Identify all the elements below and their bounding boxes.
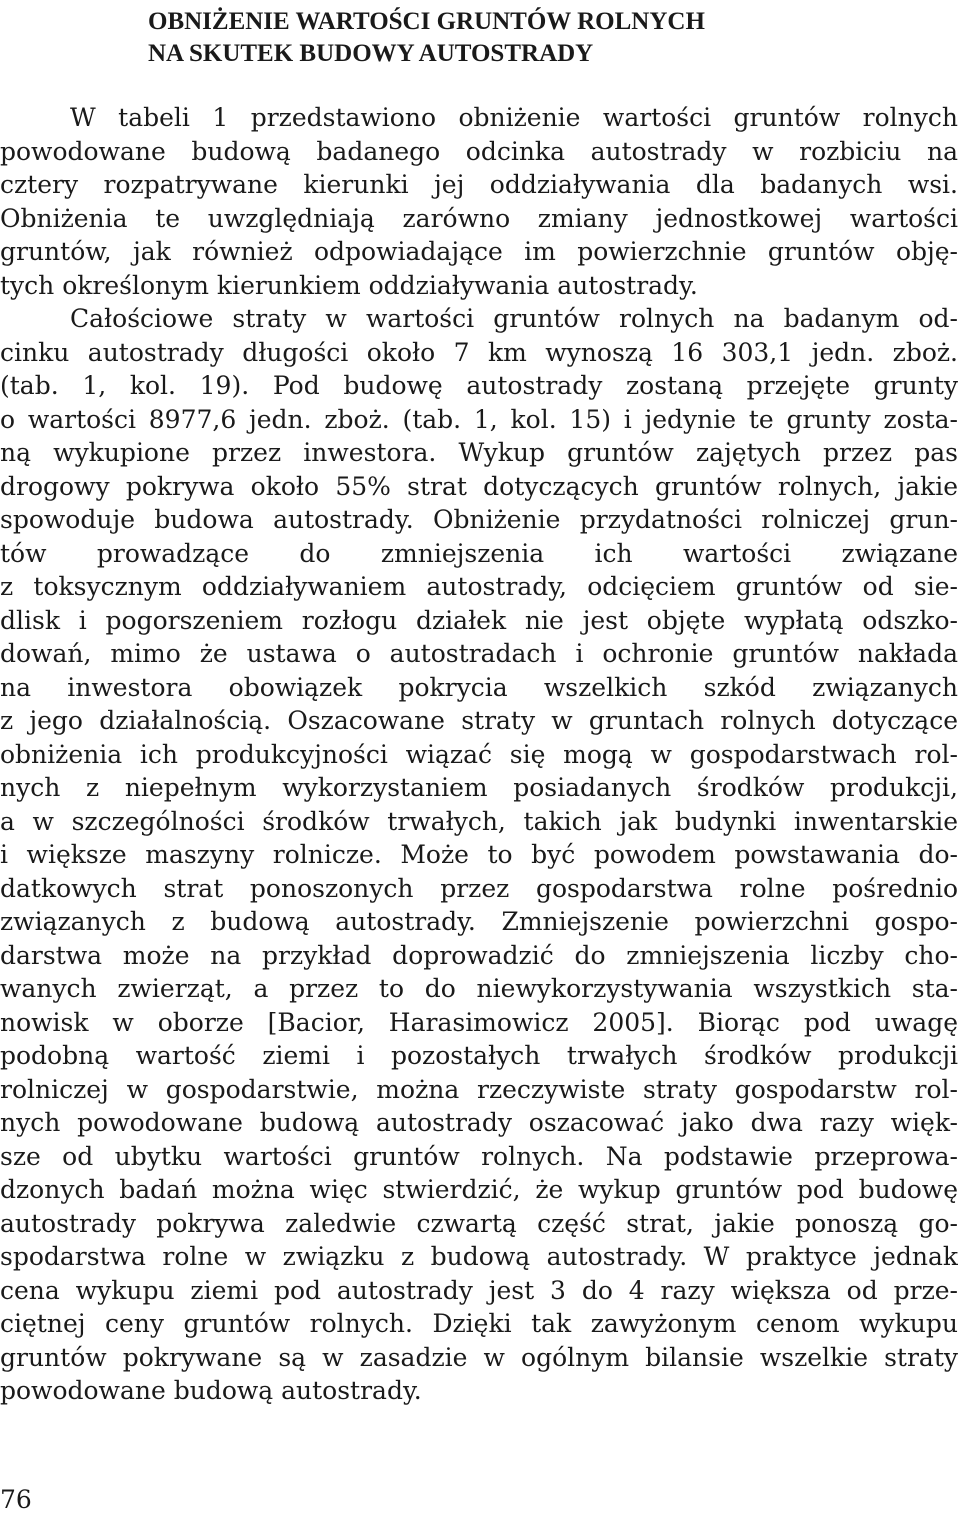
page-title: [148, 6, 848, 70]
text-line: dlisk i pogorszeniem rozłogu działek nie jest objęte wypłatą odszko-: [0, 605, 958, 635]
text-line: obniżenia ich produkcyjności wiązać się mogą w gospodarstwach rol-: [0, 739, 958, 769]
text-line: rolniczej w gospodarstwie, można rzeczywiste straty gospodarstw rol-: [0, 1074, 958, 1104]
text-line: powodowane budową autostrady.: [0, 1376, 422, 1405]
text-line: Obniżenia te uwzględniają zarówno zmiany jednostkowej wartości: [0, 203, 958, 233]
paragraph: [0, 101, 958, 302]
text-line: cinku autostrady długości około 7 km wynoszą 16 303,1 jedn. zboż.: [0, 337, 958, 367]
text-line: dzonych badań można więc stwierdzić, że wykup gruntów pod budowę: [0, 1175, 958, 1204]
text-line: tych określonym kierunkiem oddziaływania autostrady.: [0, 270, 698, 300]
text-line: a w szczególności środków trwałych, takich jak budynki inwentarskie: [0, 806, 958, 836]
text-line: o wartości 8977,6 jedn. zboż. (tab. 1, kol. 15) i jedynie te grunty zosta-: [0, 404, 958, 434]
text-line: i większe maszyny rolnicze. Może to być powodem powstawania do-: [0, 840, 958, 869]
text-line: autostrady pokrywa zaledwie czwartą część strat, jakie ponoszą go-: [0, 1208, 958, 1238]
text-line: nych powodowane budową autostrady oszacować jako dwa razy więk-: [0, 1108, 958, 1137]
text-line: wanych zwierząt, a przez to do niewykorzystywania wszystkich sta-: [0, 974, 958, 1003]
text-line: cena wykupu ziemi pod autostrady jest 3 do 4 razy większa od prze-: [0, 1275, 958, 1305]
text-line: gruntów pokrywane są w zasadzie w ogólnym bilansie wszelkie straty: [0, 1342, 958, 1372]
text-line: spowoduje budowa autostrady. Obniżenie przydatności rolniczej grun-: [0, 505, 958, 534]
text-line: W tabeli 1 przedstawiono obniżenie wartości gruntów rolnych: [70, 103, 958, 132]
text-line: sze od ubytku wartości gruntów rolnych. Na podstawie przeprowa-: [0, 1141, 958, 1171]
paragraph: [0, 302, 958, 1408]
title-line: OBNIŻENIE WARTOŚCI GRUNTÓW ROLNYCH: [148, 8, 705, 35]
text-line: powodowane budową badanego odcinka autostrady w rozbiciu na: [0, 136, 958, 166]
text-line: nowisk w oborze [Bacior, Harasimowicz 2005]. Biorąc pod uwagę: [0, 1007, 958, 1037]
text-line: tów prowadzące do zmniejszenia ich wartości związane: [0, 538, 958, 568]
text-line: drogowy pokrywa około 55% strat dotyczących gruntów rolnych, jakie: [0, 471, 958, 501]
text-line: spodarstwa rolne w związku z budową autostrady. W praktyce jednak: [0, 1242, 958, 1271]
text-line: Całościowe straty w wartości gruntów rolnych na badanym od-: [70, 304, 958, 333]
text-line: na inwestora obowiązek pokrycia wszelkich szkód związanych: [0, 672, 958, 702]
text-line: ciętnej ceny gruntów rolnych. Dzięki tak zawyżonym cenom wykupu: [0, 1309, 958, 1338]
text-line: darstwa może na przykład doprowadzić do zmniejszenia liczby cho-: [0, 940, 958, 970]
text-line: gruntów, jak również odpowiadające im powierzchnie gruntów obję-: [0, 237, 958, 266]
title-line: NA SKUTEK BUDOWY AUTOSTRADY: [148, 40, 594, 67]
text-line: związanych z budową autostrady. Zmniejszenie powierzchni gospo-: [0, 907, 958, 936]
text-line: dowań, mimo że ustawa o autostradach i ochronie gruntów nakłada: [0, 639, 958, 668]
body-text: [0, 101, 958, 1408]
text-line: cztery rozpatrywane kierunki jej oddziaływania dla badanych wsi.: [0, 170, 958, 199]
text-line: nych z niepełnym wykorzystaniem posiadanych środków produkcji,: [0, 773, 958, 802]
text-line: z jego działalnością. Oszacowane straty w gruntach rolnych dotyczące: [0, 706, 958, 735]
text-line: ną wykupione przez inwestora. Wykup gruntów zajętych przez pas: [0, 438, 958, 467]
text-line: z toksycznym oddziaływaniem autostrady, odcięciem gruntów od sie-: [0, 572, 958, 601]
text-line: podobną wartość ziemi i pozostałych trwałych środków produkcji: [0, 1041, 958, 1070]
text-line: (tab. 1, kol. 19). Pod budowę autostrady zostaną przejęte grunty: [0, 371, 958, 400]
text-line: datkowych strat ponoszonych przez gospodarstwa rolne pośrednio: [0, 873, 958, 903]
page-number: 76: [0, 1485, 32, 1514]
